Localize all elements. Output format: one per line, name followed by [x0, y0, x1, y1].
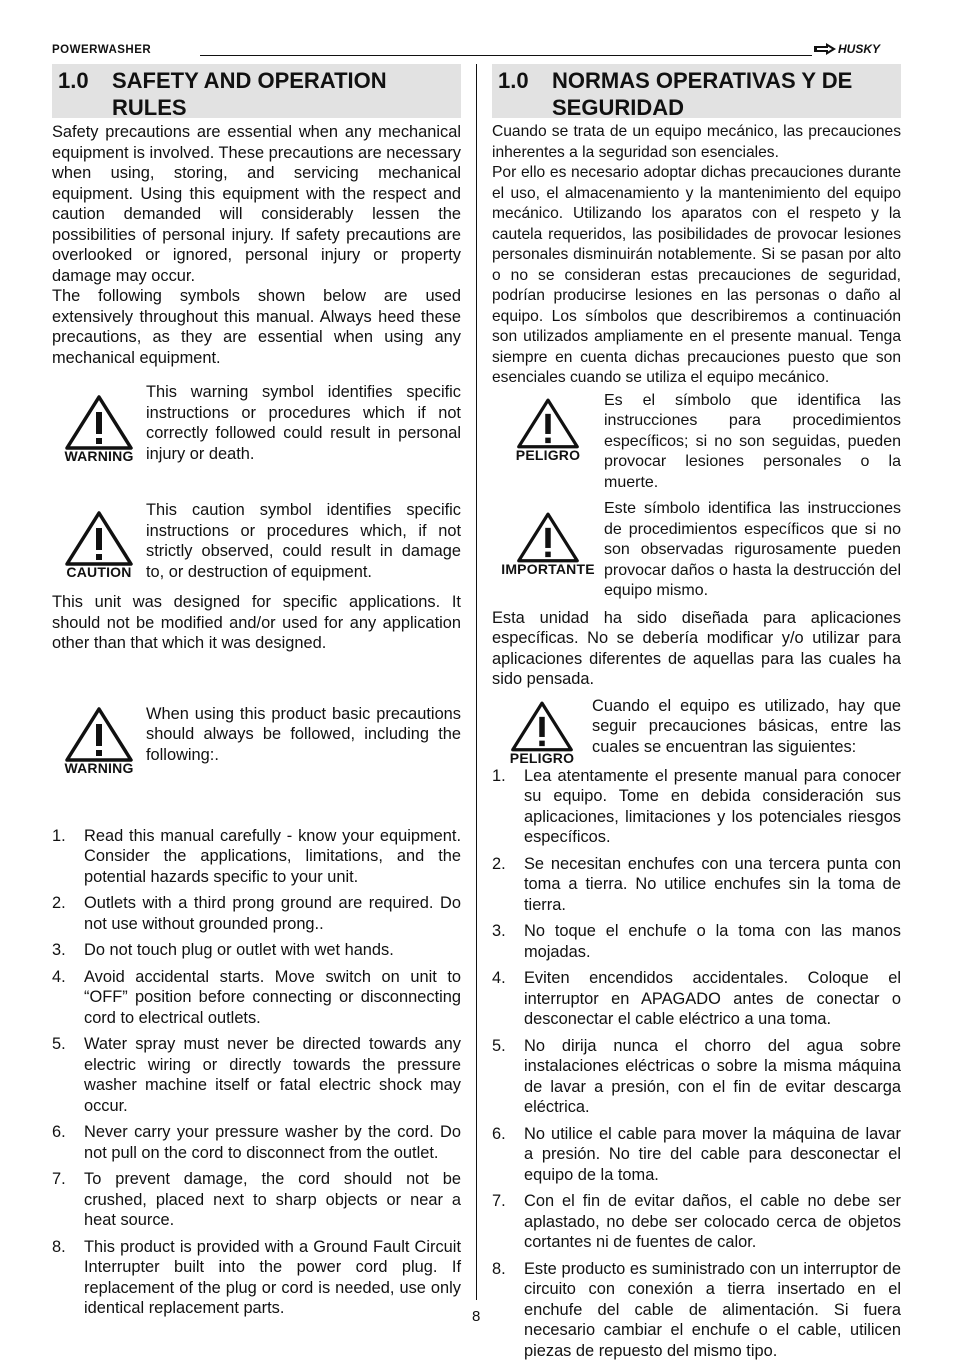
husky-arrow-icon	[814, 43, 836, 55]
warning-triangle-icon	[510, 700, 574, 752]
list-item-text: Eviten encendidos accidentales. Coloque el interruptor en APAGADO antes de conectar o desconectar el cable eléctrico a una toma.	[524, 969, 901, 1028]
section-title-en	[52, 64, 461, 118]
list-item	[52, 893, 461, 934]
list-item-number: 3.	[52, 941, 66, 959]
list-item	[492, 1259, 901, 1362]
list-item-text: Outlets with a third prong ground are required. Do not use without grounded prong..	[84, 894, 461, 933]
list-item-text: Avoid accidental starts. Move switch on unit to “OFF” position before connecting or disconnecting cord to electrical outlets.	[84, 967, 461, 1027]
husky-logo-text: HUSKY	[838, 42, 881, 56]
list-item-number: 8.	[52, 1237, 66, 1256]
list-item-text: Water spray must never be directed towards any electric wiring or directly towards the pressure washer machine itself or fatal electric shock may occur.	[84, 1035, 461, 1115]
list-item-text: No toque el enchufe o la toma con las manos mojadas.	[524, 922, 901, 961]
list-item	[492, 1191, 901, 1253]
list-item	[492, 968, 901, 1030]
safety-rules-list	[492, 766, 901, 1362]
safety-rules-list	[52, 826, 461, 1319]
symbol-description: This caution symbol identifies specific instructions or procedures which, if not strictly observed, could result in damage to, or destruction of equipment.	[146, 501, 461, 581]
warning-symbol-block	[52, 382, 461, 464]
symbol-label: WARNING	[64, 448, 134, 464]
list-item-text: No dirija nunca el chorro del agua sobre instalaciones eléctricas o sobre la misma máquina de lavar a presión, con el fin de evitar descarga eléctrica.	[524, 1036, 901, 1116]
symbol-description: When using this product basic precautions should always be followed, including the following:.	[146, 704, 461, 764]
intro-paragraph: The following symbols shown below are used extensively throughout this manual. Always heed these precautions, as they are essential when using any mechanical equipment.	[52, 287, 461, 367]
list-item-number: 1.	[492, 766, 506, 785]
header-brand: POWERWASHER	[52, 44, 152, 56]
section-heading: NORMAS OPERATIVAS Y DE SEGURIDAD	[552, 68, 853, 120]
list-item	[52, 1169, 461, 1231]
list-item-text: No utilice el cable para mover la máquina de lavar a presión. No tire del cable para desconectar el equipo de la toma.	[524, 1124, 901, 1184]
list-item-number: 8.	[492, 1259, 506, 1278]
list-item	[52, 940, 461, 961]
caution-triangle-icon	[516, 511, 580, 563]
symbol-label: PELIGRO	[509, 749, 575, 766]
warning-triangle-icon	[516, 397, 580, 449]
list-item	[52, 967, 461, 1029]
list-item-number: 6.	[52, 1123, 66, 1141]
husky-logo	[814, 42, 880, 56]
list-item-number: 5.	[52, 1035, 66, 1053]
design-note: This unit was designed for specific applications. It should not be modified and/or used for any application other than that which it was designed.	[52, 593, 461, 652]
list-item	[492, 854, 901, 916]
symbol-label: IMPORTANTE	[501, 561, 595, 577]
list-item	[52, 1237, 461, 1319]
list-item-text: This product is provided with a Ground Fault Circuit Interrupter built into the power cord plug. If replacement of the plug or cord is needed, use only identical replacement parts.	[84, 1237, 461, 1317]
list-item-number: 3.	[492, 922, 506, 940]
list-item-number: 5.	[492, 1036, 506, 1055]
design-note: Esta unidad ha sido diseñada para aplicaciones específicas. No se debería modificar y/o utilizar para aplicaciones diferentes de aquellas para las cuales ha sido pensada.	[492, 608, 901, 688]
list-item-text: Do not touch plug or outlet with wet hands.	[84, 941, 394, 959]
spanish-column	[492, 64, 901, 1367]
warning-symbol-block	[52, 704, 461, 776]
section-number: 1.0	[498, 68, 529, 93]
symbol-description: Este símbolo identifica las instrucciones de procedimientos específicos que si no son observadas rigurosamente pueden provocar daños o hasta la destrucción del equipo mismo.	[604, 500, 901, 599]
list-item-number: 7.	[492, 1192, 506, 1210]
intro-paragraph: Cuando se trata de un equipo mecánico, las precauciones inherentes a la seguridad son esenciales.	[492, 123, 901, 161]
list-item	[52, 1034, 461, 1116]
list-item-number: 1.	[52, 826, 66, 845]
section-number: 1.0	[58, 68, 89, 93]
list-item	[492, 921, 901, 962]
list-item-text: Este producto es suministrado con un interruptor de circuito con conexión a tierra insertado en el enchufe del cable de alimentación. Si fuera necesario cambiar el enchufe o el cable, utilicen piezas de repuesto del mismo tipo.	[524, 1259, 901, 1360]
list-item-number: 4.	[492, 969, 506, 987]
symbol-description: This warning symbol identifies specific instructions or procedures which if not correctly followed could result in personal injury or death.	[146, 383, 461, 463]
warning-triangle-icon	[64, 706, 134, 762]
list-item	[52, 826, 461, 888]
list-item-number: 7.	[52, 1170, 66, 1188]
caution-triangle-icon	[64, 510, 134, 566]
list-item-text: Read this manual carefully - know your equipment. Consider the applications, limitations, and the potential hazards specific to your unit.	[84, 826, 461, 886]
list-item	[52, 1122, 461, 1163]
header-rule	[200, 55, 812, 56]
symbol-label: PELIGRO	[515, 446, 581, 463]
intro-paragraph: Safety precautions are essential when any mechanical equipment is involved. These precautions are necessary when using, storing, and servicing mechanical equipment. Using this equipment with the respect and caution demanded will considerably lessen the possibilities of personal injury. If safety precautions are overlooked or ignored, personal injury or property damage may occur.	[52, 123, 461, 285]
list-item-number: 2.	[52, 894, 66, 912]
intro-paragraph: Por ello es necesario adoptar dichas precauciones durante el uso, el almacenamiento y la mantenimiento del equipo mecánico. Utilizando los aparatos con el respeto y la cautela requeridos, las posibilidades de provocar lesiones personales disminuirán notablemente. Si se pasan por alto o no se consideran estas precauciones de seguridad, podrían producirse lesiones en las personas o daño al equipo. Los símbolos que describiremos a continuación son utilizados ampliamente en el presente manual. Tenga siempre en cuenta dichas precauciones puesto que son esenciales cuando se utiliza el equipo mecánico.	[492, 164, 901, 386]
caution-symbol-block	[52, 500, 461, 582]
list-item	[492, 1124, 901, 1186]
list-item-number: 4.	[52, 967, 66, 986]
section-heading: SAFETY AND OPERATION RULES	[112, 68, 387, 120]
page-number: 8	[472, 1308, 481, 1325]
column-divider	[476, 64, 477, 1300]
symbol-description: Es el símbolo que identifica las instrucciones para procedimientos específicos; si no son seguidas, pueden provocar lesiones personales o la muerte.	[604, 391, 901, 491]
symbol-label: WARNING	[64, 759, 134, 776]
importante-symbol-block	[492, 499, 901, 602]
list-item	[492, 1036, 901, 1118]
list-item-text: Never carry your pressure washer by the cord. Do not pull on the cord to disconnect from the outlet.	[84, 1123, 461, 1162]
symbol-label: CAUTION	[66, 564, 132, 580]
section-title-es	[492, 64, 901, 118]
list-item-text: To prevent damage, the cord should not be crushed, placed next to sharp objects or near a heat source.	[84, 1170, 461, 1229]
list-item	[492, 766, 901, 848]
peligro-symbol-block	[492, 391, 901, 494]
peligro-symbol-block	[492, 696, 901, 766]
english-column	[52, 64, 461, 1325]
list-item-text: Con el fin de evitar daños, el cable no debe ser aplastado, no debe ser colocado cerca de objetos cortantes ni de fuentes de calor.	[524, 1192, 901, 1251]
list-item-number: 2.	[492, 854, 506, 873]
symbol-description: Cuando el equipo es utilizado, hay que seguir precauciones básicas, entre las cuales se encuentran las siguientes:	[592, 696, 901, 756]
list-item-text: Lea atentamente el presente manual para conocer su equipo. Tome en debida consideración sus aplicaciones, limitaciones y los potenciales riesgos específicos.	[524, 766, 901, 846]
list-item-text: Se necesitan enchufes con una tercera punta con toma a tierra. No utilice enchufes sin la toma de tierra.	[524, 854, 901, 914]
warning-triangle-icon	[64, 394, 134, 450]
list-item-number: 6.	[492, 1124, 506, 1143]
